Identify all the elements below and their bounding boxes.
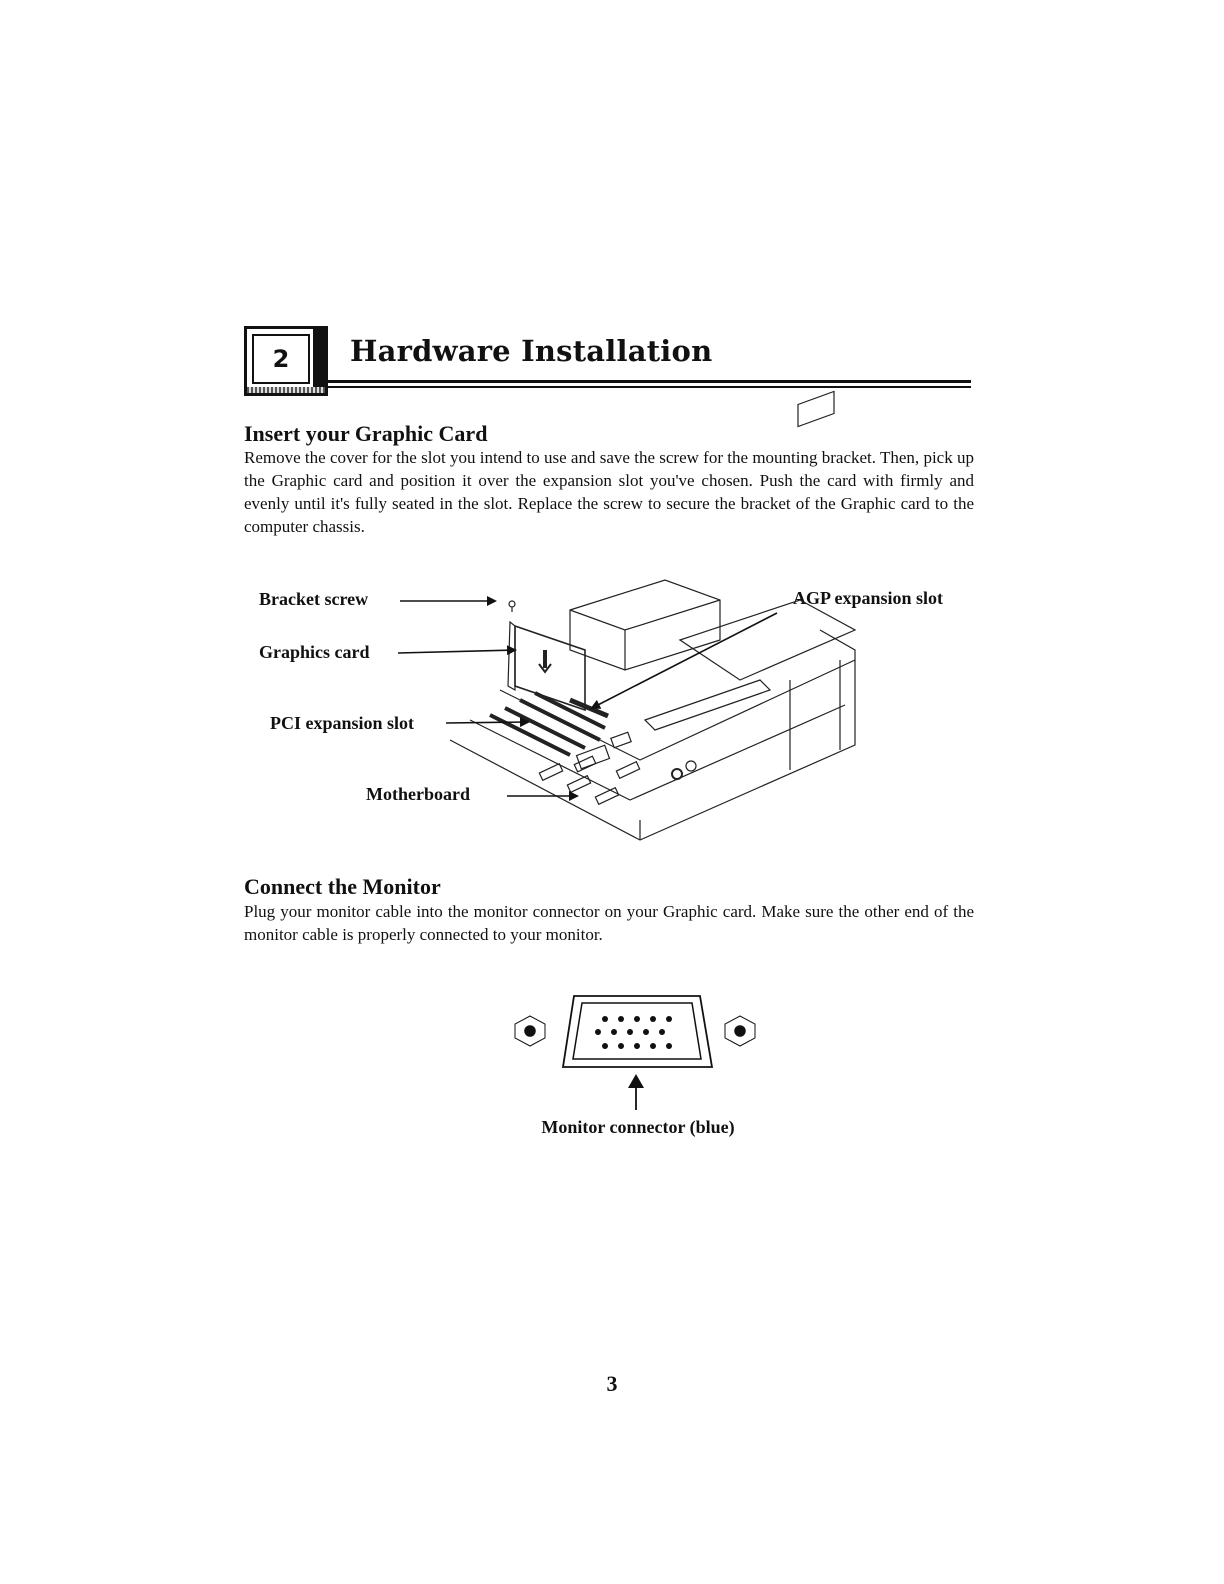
vga-connector-shell	[563, 996, 712, 1067]
right-screw-post	[725, 1016, 755, 1046]
left-screw-post	[515, 1016, 545, 1046]
section-heading-insert-card: Insert your Graphic Card	[244, 421, 488, 446]
chapter-number: 2	[252, 334, 310, 384]
computer-chassis	[450, 391, 855, 840]
page-number: 3	[606, 1371, 618, 1396]
label-bracket-screw: Bracket screw	[259, 589, 369, 609]
section-heading-connect-monitor: Connect the Monitor	[244, 874, 441, 899]
chapter-title: Hardware Installation	[350, 334, 713, 368]
label-pci-slot: PCI expansion slot	[270, 713, 415, 733]
monitor-connector-caption: Monitor connector (blue)	[541, 1117, 735, 1137]
vga-connector-pins	[595, 1016, 672, 1049]
vga-connector-figure	[515, 996, 755, 1110]
label-graphics-card: Graphics card	[259, 642, 370, 662]
label-motherboard: Motherboard	[366, 784, 470, 804]
section-body-connect-monitor: Plug your monitor cable into the monitor connector on your Graphic card. Make sure the other end of the monitor cable is properly connected to your monitor.	[244, 902, 974, 944]
label-agp-slot: AGP expansion slot	[793, 588, 944, 608]
section-body-insert-card: Remove the cover for the slot you intend to use and save the screw for the mounting bracket. Then, pick up the Graphic card and position it over the expansion slot you've chosen. Push the card with firmly and evenly until it's fully seated in the slot. Replace the screw to secure the bracket of the Graphic card to the computer chassis.	[244, 448, 974, 536]
